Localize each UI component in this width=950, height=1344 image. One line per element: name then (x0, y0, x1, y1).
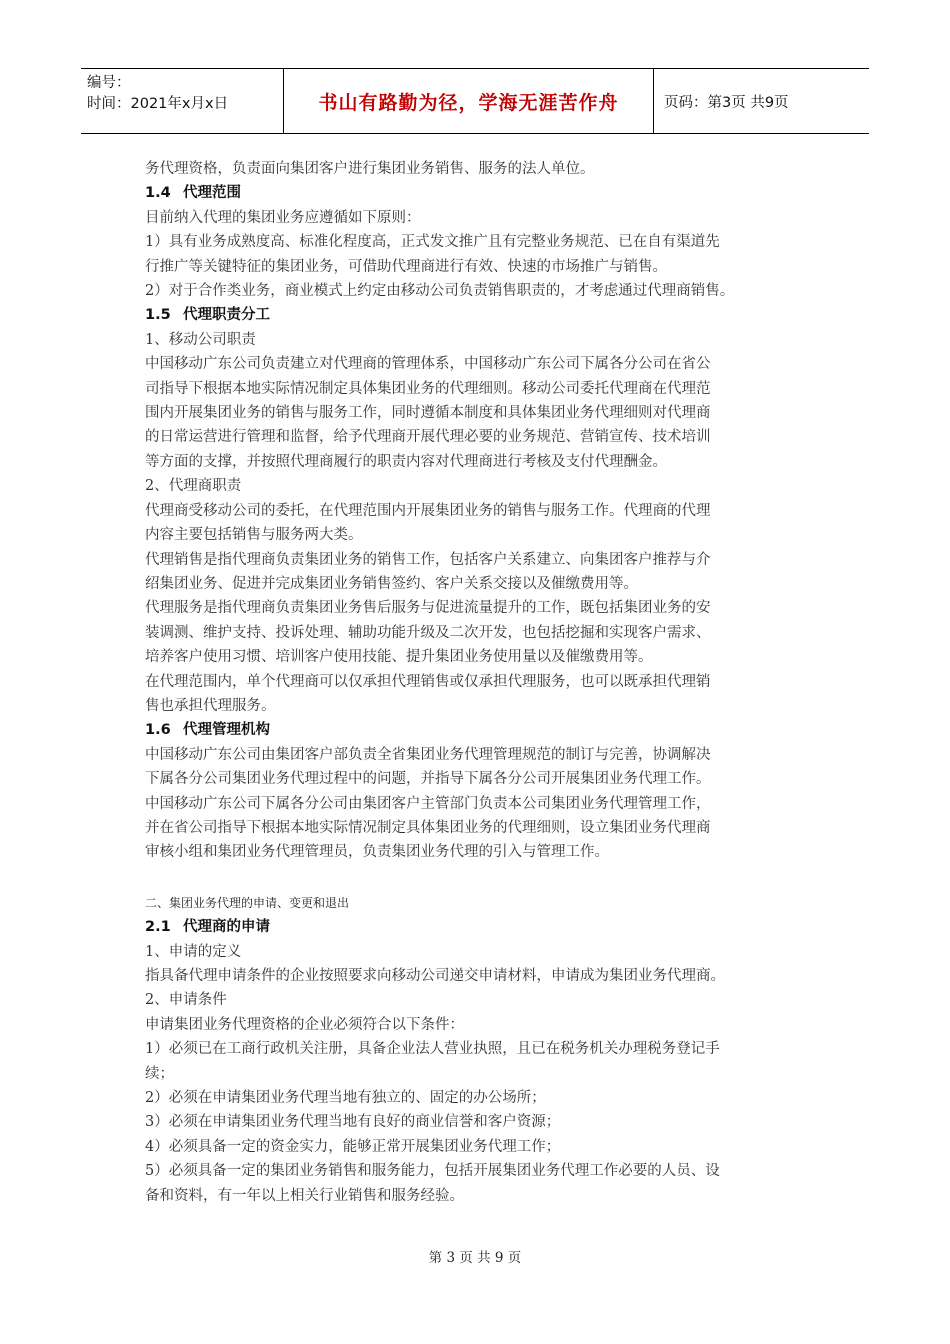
body-line: 1、申请的定义 (145, 943, 242, 960)
body-line: 行推广等关键特征的集团业务，可借助代理商进行有效、快速的市场推广与销售。 (145, 258, 667, 275)
body-line: 等方面的支撑，并按照代理商履行的职责内容对代理商进行考核及支付代理酬金。 (145, 453, 667, 470)
body-line: 备和资料，有一年以上相关行业销售和服务经验。 (145, 1187, 464, 1204)
body-line: 代理服务是指代理商负责集团业务售后服务与促进流量提升的工作，既包括集团业务的安 (145, 600, 711, 617)
section-heading (145, 181, 825, 205)
section-number: 1.6 (145, 722, 171, 739)
section-title: 代理职责分工 (183, 307, 270, 324)
page-footer: 第 3 页 共 9 页 (428, 1250, 522, 1266)
body-line: 绍集团业务、促进并完成集团业务销售签约、客户关系交接以及催缴费用等。 (145, 575, 638, 592)
body-line: 2、代理商职责 (145, 478, 242, 495)
page-header (81, 68, 869, 134)
body-line: 内容主要包括销售与服务两大类。 (145, 527, 363, 544)
body-line: 下属各分公司集团业务代理过程中的问题，并指导下属各分公司开展集团业务代理工作。 (145, 771, 711, 788)
document-body (145, 157, 825, 1208)
body-line: 中国移动广东公司负责建立对代理商的管理体系，中国移动广东公司下属各分公司在省公 (145, 356, 711, 373)
body-line: 围内开展集团业务的销售与服务工作，同时遵循本制度和具体集团业务代理细则对代理商 (145, 405, 711, 422)
header-page-code: 页码：第3页 共9页 (664, 94, 789, 111)
header-meta (81, 69, 283, 133)
section-title: 代理商的申请 (183, 919, 270, 936)
body-line: 在代理范围内，单个代理商可以仅承担代理销售或仅承担代理服务，也可以既承担代理销 (145, 673, 711, 690)
header-motto: 书山有路勤为径，学海无涯苦作舟 (283, 69, 654, 133)
body-line: 1）具有业务成熟度高、标准化程度高，正式发文推广且有完整业务规范、已在自有渠道先 (145, 234, 720, 251)
body-line: 1、移动公司职责 (145, 331, 256, 348)
body-line: 续； (145, 1065, 174, 1082)
body-line: 售也承担代理服务。 (145, 697, 276, 714)
body-line: 3）必须在申请集团业务代理当地有良好的商业信誉和客户资源； (145, 1114, 561, 1131)
section-title: 代理管理机构 (183, 722, 270, 739)
section-number: 2.1 (145, 919, 171, 936)
body-line: 4）必须具备一定的资金实力，能够正常开展集团业务代理工作； (145, 1138, 561, 1155)
body-line: 5）必须具备一定的集团业务销售和服务能力，包括开展集团业务代理工作必要的人员、设 (145, 1163, 720, 1180)
section-title: 代理范围 (183, 185, 241, 202)
body-line: 2、申请条件 (145, 992, 227, 1009)
section-heading (145, 718, 825, 742)
document-number-label: 编号： (87, 75, 131, 91)
body-line: 务代理资格，负责面向集团客户进行集团业务销售、服务的法人单位。 (145, 161, 595, 177)
body-line: 目前纳入代理的集团业务应遵循如下原则： (145, 209, 421, 226)
body-line: 中国移动广东公司下属各分公司由集团客户主管部门负责本公司集团业务代理管理工作， (145, 795, 711, 812)
chapter-heading: 二、集团业务代理的申请、变更和退出 (145, 895, 350, 910)
body-line: 2）对于合作类业务，商业模式上约定由移动公司负责销售职责的，才考虑通过代理商销售。 (145, 283, 735, 300)
body-line: 的日常运营进行管理和监督，给予代理商开展代理必要的业务规范、营销宣传、技术培训 (145, 429, 711, 446)
body-line: 1）必须已在工商行政机关注册，具备企业法人营业执照，且已在税务机关办理税务登记手 (145, 1041, 720, 1058)
body-line: 培养客户使用习惯、培训客户使用技能、提升集团业务使用量以及催缴费用等。 (145, 649, 653, 666)
body-line: 中国移动广东公司由集团客户部负责全省集团业务代理管理规范的制订与完善，协调解决 (145, 746, 711, 763)
body-line: 指具备代理申请条件的企业按照要求向移动公司递交申请材料，申请成为集团业务代理商。 (145, 968, 725, 984)
body-line: 审核小组和集团业务代理管理员，负责集团业务代理的引入与管理工作。 (145, 844, 609, 861)
body-line: 申请集团业务代理资格的企业必须符合以下条件： (145, 1016, 464, 1033)
body-line: 代理销售是指代理商负责集团业务的销售工作，包括客户关系建立、向集团客户推荐与介 (145, 551, 711, 568)
body-line: 装调测、维护支持、投诉处理、辅助功能升级及二次开发，也包括挖掘和实现客户需求、 (145, 624, 711, 641)
section-heading (145, 303, 825, 327)
section-number: 1.5 (145, 307, 171, 324)
section-heading (145, 915, 825, 939)
document-time-label: 时间：2021年x月x日 (87, 96, 229, 112)
section-number: 1.4 (145, 185, 171, 202)
body-line: 司指导下根据本地实际情况制定具体集团业务的代理细则。移动公司委托代理商在代理范 (145, 380, 711, 397)
body-line: 代理商受移动公司的委托，在代理范围内开展集团业务的销售与服务工作。代理商的代理 (145, 502, 711, 519)
body-line: 2）必须在申请集团业务代理当地有独立的、固定的办公场所； (145, 1090, 546, 1107)
body-line: 并在省公司指导下根据本地实际情况制定具体集团业务的代理细则，设立集团业务代理商 (145, 819, 711, 836)
